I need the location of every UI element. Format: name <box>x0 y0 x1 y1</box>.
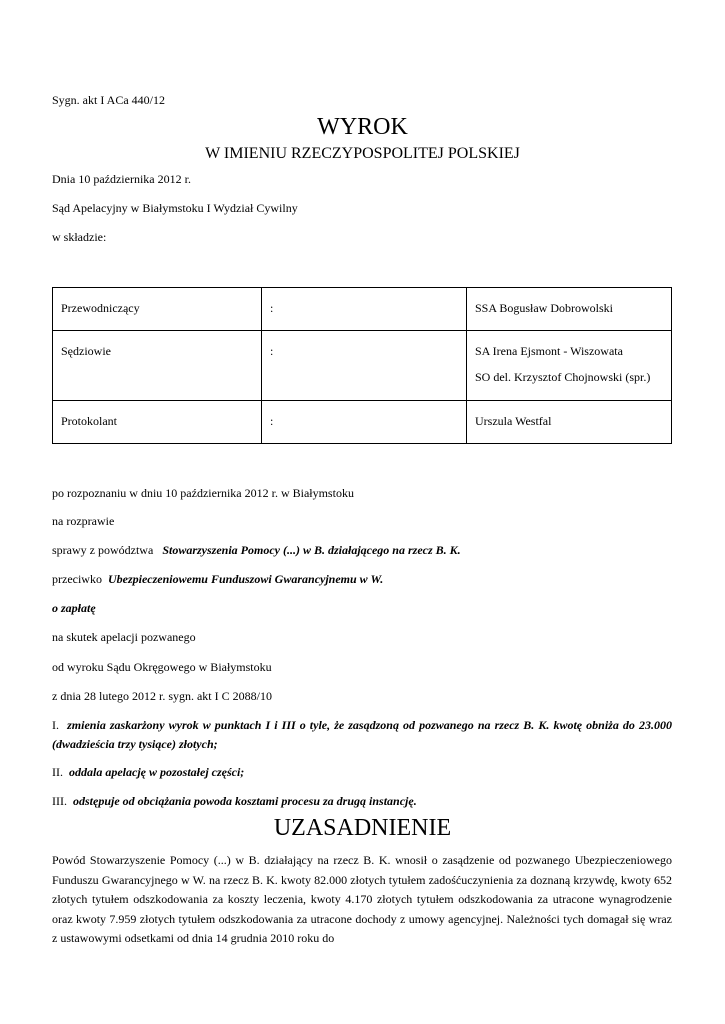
ruling-text: zmienia zaskarżony wyrok w punktach I i III o tyle, że zasądzoną od pozwanego na rzecz B. K. kwotę obniża do 23.000 (dwadzieścia trzy tysiące) złotych; <box>52 718 672 751</box>
role-clerk: Protokolant <box>53 401 262 444</box>
plaintiff-name: Stowarzyszenia Pomocy (...) w B. działającego na rzecz B. K. <box>162 543 461 557</box>
judgment-date-line: z dnia 28 lutego 2012 r. sygn. akt I C 2088/10 <box>52 689 272 703</box>
reasoning-paragraph: Powód Stowarzyszenie Pomocy (...) w B. działający na rzecz B. K. wnosił o zasądzenie od pozwanego Ubezpieczeniowego Funduszu Gwarancyjnego w W. na rzecz B. K. kwoty 82.000 złotych tytułem zadośćuczynienia za doznaną krzywdę, kwoty 652 złotych tytułem odszkodowania za koszty leczenia, kwoty 4.170 złotych tytułem odszkodowania za utracone wynagrodzenie oraz kwoty 7.959 złotych tytułem odszkodowania za utracone dochody z umowy agencyjnej. Należności tych domagał się wraz z ustawowymi odsetkami od dnia 14 grudnia 2010 roku do <box>52 853 672 945</box>
case-subject: o zapłatę <box>52 601 96 615</box>
names-judges <box>467 331 672 401</box>
appeal-line: na skutek apelacji pozwanego <box>52 630 196 644</box>
composition-table <box>52 287 672 444</box>
court-name: Sąd Apelacyjny w Białymstoku I Wydział Cywilny <box>52 201 298 215</box>
judge-name: SO del. Krzysztof Chojnowski (spr.) <box>475 370 651 384</box>
document-title: WYROK <box>317 114 408 140</box>
name-clerk: Urszula Westfal <box>467 401 672 444</box>
proceedings-line: na rozprawie <box>52 514 115 528</box>
reasoning-title: UZASADNIENIE <box>273 815 452 841</box>
name-presiding: SSA Bogusław Dobrowolski <box>467 288 672 331</box>
date-line: Dnia 10 października 2012 r. <box>52 172 191 186</box>
case-reference: Sygn. akt I ACa 440/12 <box>52 93 165 107</box>
case-prefix: sprawy z powództwa <box>52 543 154 557</box>
ruling-text: odstępuje od obciążania powoda kosztami procesu za drugą instancję. <box>73 794 417 808</box>
separator: : <box>262 288 467 331</box>
document-subtitle: W IMIENIU RZECZYPOSPOLITEJ POLSKIEJ <box>205 145 520 162</box>
ruling-number: II. <box>52 765 63 779</box>
separator: : <box>262 331 467 401</box>
ruling-text: oddala apelację w pozostałej części; <box>69 765 245 779</box>
defendant-line <box>52 572 383 587</box>
defendant-name: Ubezpieczeniowemu Funduszowi Gwarancyjnemu w W. <box>107 572 384 586</box>
against-prefix: przeciwko <box>52 572 102 586</box>
judge-name: SA Irena Ejsmont - Wiszowata <box>475 344 623 358</box>
ruling-item <box>52 716 672 754</box>
role-presiding: Przewodniczący <box>53 288 262 331</box>
table-row <box>53 401 672 444</box>
separator: : <box>262 401 467 444</box>
role-judges: Sędziowie <box>53 331 262 401</box>
proceedings-line: po rozpoznaniu w dniu 10 października 2012 r. w Białymstoku <box>52 486 354 500</box>
composition-label: w składzie: <box>52 230 107 244</box>
ruling-number: III. <box>52 794 67 808</box>
plaintiff-line <box>52 543 461 558</box>
table-row <box>53 331 672 401</box>
ruling-item <box>52 794 417 809</box>
from-judgment-line: od wyroku Sądu Okręgowego w Białymstoku <box>52 660 272 674</box>
table-row <box>53 288 672 331</box>
ruling-item <box>52 765 244 780</box>
ruling-number: I. <box>52 718 59 732</box>
